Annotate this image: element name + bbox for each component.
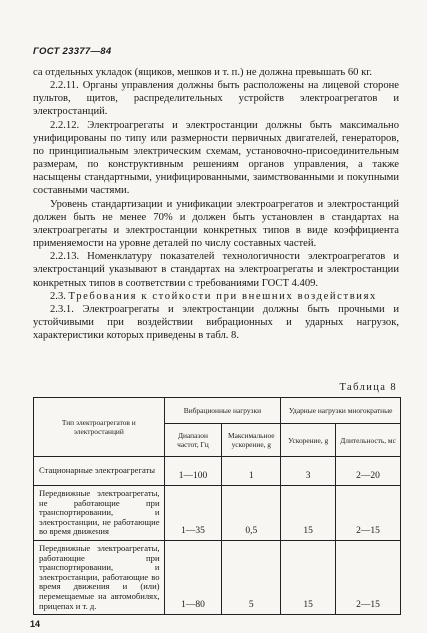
row-shock-accel-cell: 15 — [281, 540, 336, 614]
section-heading — [33, 290, 399, 303]
section-title: Требования к стойкости при внешних воздействиях — [68, 290, 377, 302]
row-type-cell: Стационарные электроагрегаты — [34, 457, 165, 486]
table-caption: Таблица 8 — [339, 382, 397, 393]
body-text — [33, 66, 399, 342]
table-row — [34, 457, 401, 486]
row-type-cell: Передвижные электроагрегаты, не работающие при транспортировании, и электростанции, не работающие во время движения — [34, 486, 165, 541]
header-shock: Ударные нагрузки многократные — [281, 398, 401, 424]
header-type: Тип электроагрегатов и электростанций — [34, 398, 165, 457]
page-number: 14 — [30, 619, 41, 629]
page-header: ГОСТ 23377—84 — [33, 46, 112, 57]
row-freq-cell: 1—35 — [164, 486, 222, 541]
row-shock-accel-cell: 3 — [281, 457, 336, 486]
header-max-accel: Максимальное ускорение, g — [222, 424, 281, 457]
paragraph-2-3-1: 2.3.1. Электроагрегаты и электростанции должны быть прочными и устойчивыми при воздействии вибрационных и ударных нагрузок, характеристики которых приведены в табл. 8. — [33, 303, 399, 342]
header-freq-range: Диапазон частот, Гц — [164, 424, 222, 457]
row-accel-cell: 5 — [222, 540, 281, 614]
header-duration: Длительность, мс — [336, 424, 401, 457]
row-duration-cell: 2—20 — [336, 457, 401, 486]
paragraph-2-2-13: 2.2.13. Номенклатуру показателей технологичности электроагрегатов и электростанций указывают в стандартах на электроагрегаты и электростанции конкретных типов в соответствии с требованиями ГОСТ 4.409. — [33, 251, 399, 289]
paragraph-unification-level: Уровень стандартизации и унификации электроагрегатов и электростанций должен быть не менее 70% и должен быть установлен в стандартах на электроагрегаты и электростанции конкретных типов в виде коэффициента применяемости на уровне деталей по числу составных частей. — [33, 198, 399, 250]
paragraph-2-2-12: 2.2.12. Электроагрегаты и электростанции должны быть максимально унифицированы по типу или размерности первичных двигателей, генераторов, по принципиальным электрическим схемам, установочно-присоединительным размерам, по конструктивным решениям органов управления, а также насыщены стандартными, унифицированными, заимствованными и покупными составными частями. — [33, 119, 399, 197]
section-number: 2.3. — [50, 290, 66, 302]
load-table — [33, 397, 401, 615]
row-freq-cell: 1—80 — [164, 540, 222, 614]
row-shock-accel-cell: 15 — [281, 486, 336, 541]
row-accel-cell: 1 — [222, 457, 281, 486]
table-row — [34, 486, 401, 541]
row-accel-cell: 0,5 — [222, 486, 281, 541]
row-type-cell: Передвижные электроагрегаты, работающие при транспортировании, и электростанции, работающие во время движения и (или) перемещаемые на автомобилях, прицепах и т. д. — [34, 540, 165, 614]
row-duration-cell: 2—15 — [336, 540, 401, 614]
table-row — [34, 540, 401, 614]
row-freq-cell: 1—100 — [164, 457, 222, 486]
header-vibration: Вибрационные нагрузки — [164, 398, 281, 424]
header-shock-accel: Ускорение, g — [281, 424, 336, 457]
paragraph-continuation: са отдельных укладок (ящиков, мешков и т. п.) не должна превышать 60 кг. — [33, 67, 373, 78]
row-duration-cell: 2—15 — [336, 486, 401, 541]
paragraph-2-2-11: 2.2.11. Органы управления должны быть расположены на лицевой стороне пультов, щитов, распределительных устройств электроагрегатов и электростанций. — [33, 80, 399, 118]
